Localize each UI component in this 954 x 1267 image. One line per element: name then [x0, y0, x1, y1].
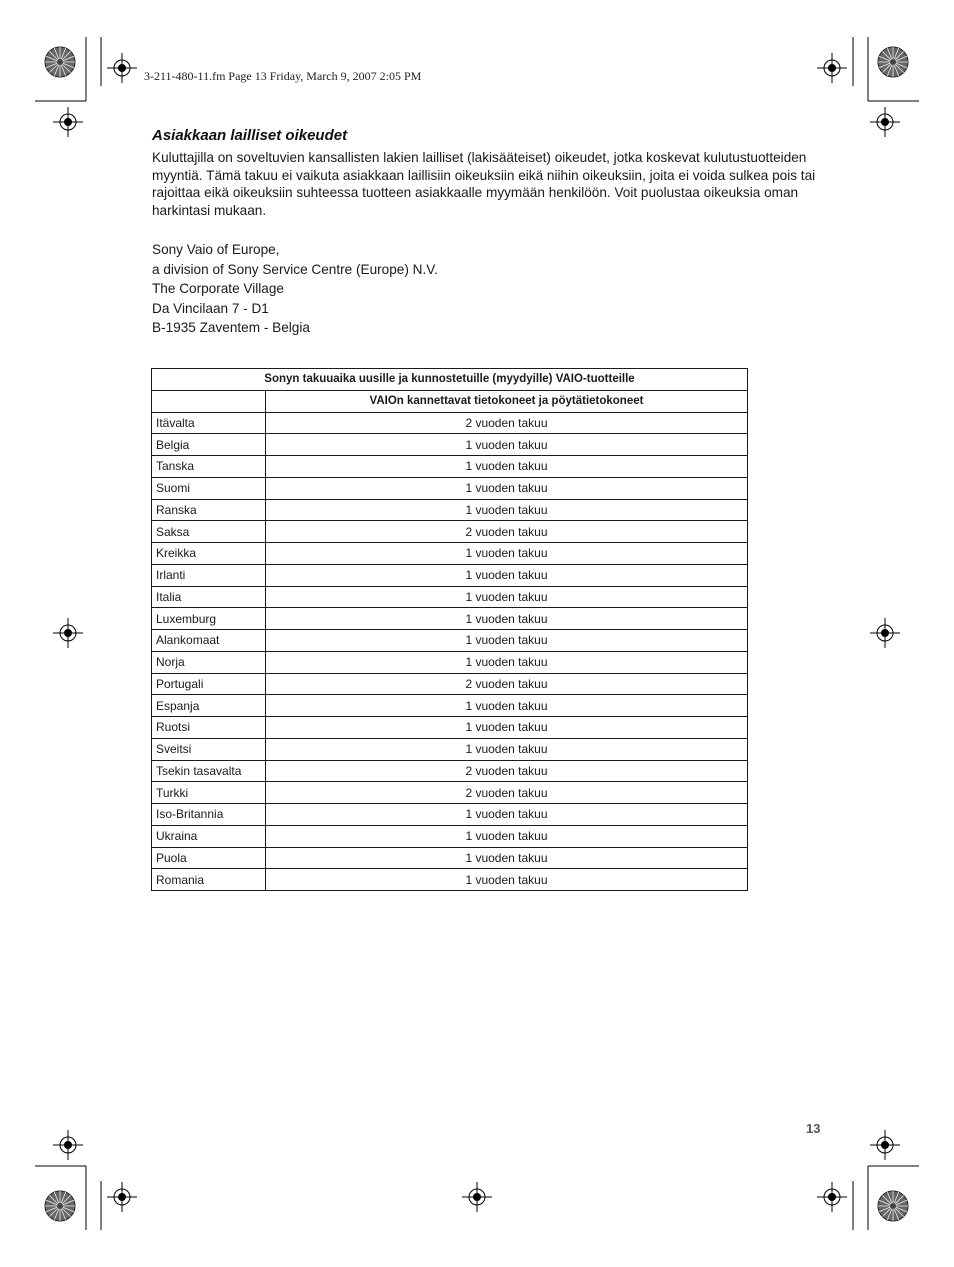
warranty-cell: 1 vuoden takuu [266, 564, 748, 586]
starburst-mark-icon [45, 47, 75, 77]
country-cell: Ruotsi [152, 717, 266, 739]
address-block [152, 240, 822, 338]
registration-mark-icon [870, 618, 900, 648]
table-row [152, 543, 748, 565]
table-row [152, 630, 748, 652]
country-cell: Irlanti [152, 564, 266, 586]
column-header: VAIOn kannettavat tietokoneet ja pöytätietokoneet [266, 390, 748, 412]
warranty-cell: 2 vuoden takuu [266, 782, 748, 804]
country-cell: Romania [152, 869, 266, 891]
address-line: B-1935 Zaventem - Belgia [152, 320, 310, 336]
warranty-cell: 1 vuoden takuu [266, 869, 748, 891]
warranty-cell: 1 vuoden takuu [266, 456, 748, 478]
country-cell: Italia [152, 586, 266, 608]
address-line: a division of Sony Service Centre (Europe) N.V. [152, 261, 438, 277]
warranty-cell: 1 vuoden takuu [266, 499, 748, 521]
registration-mark-icon [870, 107, 900, 137]
print-header: 3-211-480-11.fm Page 13 Friday, March 9, 2007 2:05 PM [144, 69, 422, 83]
warranty-cell: 2 vuoden takuu [266, 760, 748, 782]
table-row [152, 760, 748, 782]
warranty-cell: 1 vuoden takuu [266, 608, 748, 630]
section-heading: Asiakkaan lailliset oikeudet [152, 127, 348, 144]
starburst-mark-icon [878, 1191, 908, 1221]
table-row [152, 434, 748, 456]
warranty-cell: 1 vuoden takuu [266, 738, 748, 760]
table-row [152, 521, 748, 543]
registration-mark-icon [53, 1130, 83, 1160]
country-cell: Ranska [152, 499, 266, 521]
warranty-cell: 1 vuoden takuu [266, 543, 748, 565]
main-content [152, 127, 822, 338]
country-cell: Belgia [152, 434, 266, 456]
country-cell: Kreikka [152, 543, 266, 565]
country-cell: Norja [152, 651, 266, 673]
table-row [152, 695, 748, 717]
table-row [152, 847, 748, 869]
registration-mark-icon [53, 107, 83, 137]
table-row [152, 412, 748, 434]
country-cell: Tanska [152, 456, 266, 478]
country-cell: Sveitsi [152, 738, 266, 760]
country-cell: Itävalta [152, 412, 266, 434]
starburst-mark-icon [878, 47, 908, 77]
table-row [152, 564, 748, 586]
table-row [152, 499, 748, 521]
registration-mark-icon [817, 53, 847, 83]
table-row [152, 869, 748, 891]
warranty-cell: 1 vuoden takuu [266, 825, 748, 847]
country-cell: Espanja [152, 695, 266, 717]
table-row [152, 456, 748, 478]
warranty-cell: 2 vuoden takuu [266, 412, 748, 434]
warranty-cell: 1 vuoden takuu [266, 847, 748, 869]
table-row [152, 825, 748, 847]
country-cell: Tsekin tasavalta [152, 760, 266, 782]
warranty-cell: 1 vuoden takuu [266, 717, 748, 739]
table-row [152, 782, 748, 804]
table-row [152, 673, 748, 695]
registration-mark-icon [817, 1182, 847, 1212]
warranty-cell: 2 vuoden takuu [266, 673, 748, 695]
warranty-cell: 1 vuoden takuu [266, 695, 748, 717]
country-cell: Ukraina [152, 825, 266, 847]
country-cell: Iso-Britannia [152, 804, 266, 826]
country-cell: Luxemburg [152, 608, 266, 630]
table-body [152, 412, 748, 891]
page-number: 13 [806, 1121, 821, 1136]
table-row [152, 804, 748, 826]
country-cell: Puola [152, 847, 266, 869]
country-cell: Suomi [152, 477, 266, 499]
country-cell: Alankomaat [152, 630, 266, 652]
warranty-table [151, 368, 748, 891]
registration-mark-icon [462, 1182, 492, 1212]
registration-mark-icon [53, 618, 83, 648]
registration-mark-icon [107, 1182, 137, 1212]
table-row [152, 651, 748, 673]
registration-mark-icon [870, 1130, 900, 1160]
registration-mark-icon [107, 53, 137, 83]
warranty-cell: 1 vuoden takuu [266, 586, 748, 608]
empty-header-cell [152, 390, 266, 412]
warranty-cell: 2 vuoden takuu [266, 521, 748, 543]
table-row [152, 738, 748, 760]
warranty-cell: 1 vuoden takuu [266, 630, 748, 652]
address-line: Sony Vaio of Europe, [152, 242, 280, 258]
address-line: Da Vincilaan 7 - D1 [152, 300, 269, 316]
section-paragraph: Kuluttajilla on soveltuvien kansallisten lakien lailliset (lakisääteiset) oikeudet, jotka koskevat kulutustuotteiden myyntiä. Tämä takuu ei vaikuta asiakkaan laillisiin oikeuksiin eikä niihin oikeuksiin, joita ei voida sulkea pois tai rajoittaa eikä oikeuksiin suhteessa tuotteen asiakkaalle myymään henkilöön. Voit puolustaa oikeuksia oman harkintasi mukaan. [152, 150, 816, 218]
country-cell: Portugali [152, 673, 266, 695]
table-row [152, 608, 748, 630]
warranty-cell: 1 vuoden takuu [266, 804, 748, 826]
table-row [152, 586, 748, 608]
country-cell: Turkki [152, 782, 266, 804]
warranty-cell: 1 vuoden takuu [266, 434, 748, 456]
country-cell: Saksa [152, 521, 266, 543]
table-row [152, 717, 748, 739]
starburst-mark-icon [45, 1191, 75, 1221]
warranty-cell: 1 vuoden takuu [266, 651, 748, 673]
table-title: Sonyn takuuaika uusille ja kunnostetuille (myydyille) VAIO-tuotteille [152, 369, 748, 391]
table-row [152, 477, 748, 499]
warranty-cell: 1 vuoden takuu [266, 477, 748, 499]
address-line: The Corporate Village [152, 281, 284, 297]
